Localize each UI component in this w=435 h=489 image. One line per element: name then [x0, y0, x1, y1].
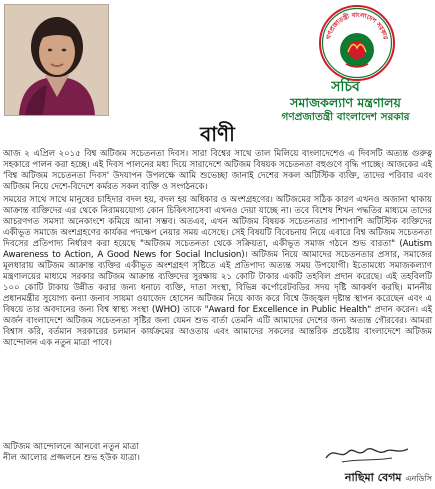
- closing-verse: [3, 442, 253, 464]
- signature-icon: [322, 440, 412, 466]
- message-body: [3, 149, 432, 349]
- seal-text: গণপ্রজাতন্ত্রী বাংলাদেশ সরকার: [325, 11, 389, 41]
- signer-suffix: এনডিসি: [405, 474, 432, 483]
- signer-name: নাছিমা বেগম: [344, 471, 402, 484]
- closing-line: অটিজম আন্দোলনে আনবো নতুন মাত্রা: [3, 442, 139, 452]
- message-heading: বাণী: [200, 122, 235, 146]
- signer-block: [250, 469, 432, 488]
- designation-block: [258, 80, 433, 125]
- secretary-portrait: [4, 4, 109, 116]
- ministry-name: সমাজকল্যাণ মন্ত্রণালয়: [290, 95, 401, 110]
- paragraph: আজ ২ এপ্রিল ২০১৫ বিশ্ব অটিজম সচেতনতা দিবস। সারা বিশ্বের সাথে তাল মিলিয়ে বাংলাদেশেও এ দিবসটি অত্যন্ত গুরুত্ব সহকারে পালন করা হচ্ছে। এই দিবস পালনের মধ্য দিয়ে সারাদেশে অটিজম বিষয়ক সচেতনতা বহুগুণে বৃদ্ধি পাচ্ছে। আজকের এই 'বিশ্ব অটিজম সচেতনতা দিবস' উদযাপন উপলক্ষে আমি শুভেচ্ছা জানাই দেশের সকল অটিস্টিক ব্যক্তি, তাদের পরিবার এবং অটিজম নিয়ে দেশে-বিদেশে কর্মরত সকল ব্যক্তি ও সংগঠনকে।: [3, 149, 432, 192]
- government-seal-icon: [318, 4, 396, 82]
- government-name: গণপ্রজাতন্ত্রী বাংলাদেশ সরকার: [281, 111, 410, 123]
- designation-title: সচিব: [331, 79, 360, 95]
- closing-line: নীল আলোর প্রজ্জলনে শুভ হউক যাত্রা।: [3, 453, 140, 463]
- paragraph: সময়ের সাথে সাথে মানুষের চাহিদার বদল হয়, বদল হয় অধিকার ও অংশগ্রহণের। অটিজমের সঠিক কারণ এখনও অজানা থাকায় আক্রান্ত ব্যক্তিদের এর থেকে নিরাময়যোগ্য কোন চিকিৎসাসেবা এখনও দেয়া যাচ্ছে না। তবে বিশেষ শিখন পদ্ধতির মাধ্যমে তাদের আচরণগত সমস্যা অনেকাংশে কমিয়ে আনা সম্ভব। অতএব, এখন অটিজম বিষয়ক সচেতনতার পাশাপাশি অটিস্টিক ব্যক্তিদের একীভূত সমাজে অংশগ্রহণের কার্যকর পদক্ষেপ নেয়ার সময় এসেছে। সেই বিষয়টি বিবেচনায় নিয়ে এবারে বিশ্ব অটিজম সচেতনতা দিবসের প্রতিপাদ্য নির্ধারণ করা হয়েছে "অটিজম সচেতনতা থেকে সক্রিয়তা, একীভূত সমাজ গঠনে শুভ বারতা" (Autism Awareness to Action, A Good News for Social Inclusion)। অটিজম নিয়ে আমাদের সচেতনতার প্রসার, সমাজের মূলধারায় অটিজম আক্রান্ত ব্যক্তির একীভূত অংশগ্রহণ সৃষ্টিতে এই প্রতিপাদ্য অত্যন্ত সময় উপযোগী। ইতোমধ্যে সমাজকল্যাণ মন্ত্রণালয়ের মাধ্যমে সরকার অটিজম আক্রান্ত ব্যক্তিদের সুরক্ষায় ২১ কোটি টাকার একটি তহবিল প্রদান করেছে। এই তহবিলটি ১০০ কোটি টাকায় উন্নীত করার জন্য ধনাঢ্য ব্যক্তি, দাতা সংস্থা, বিভিন্ন কর্পোরেটবডির সদয় দৃষ্টি আকর্ষণ করছি। মাননীয় প্রধানমন্ত্রীর সুযোগ্য কন্যা জনাব সায়মা ওয়াজেদ হোসেন অটিজম নিয়ে কাজ করে বিশ্বে উজ্জ্বল দৃষ্টান্ত স্থাপন করেছেন এবং এ বিষয়ে তার অবদানের জন্য বিশ্ব স্বাস্থ্য সংস্থা (WHO) তাকে "Award for Excellence in Public Health" প্রদান করেন। এই অর্জন বাংলাদেশে অটিজম সচেতনতা সৃষ্টির জন্য যেমন শুভ বার্তা তেমনি এটি আমাদের দেশের জন্য অত্যন্ত গৌরবের। আমরা বিশ্বাস করি, বর্তমান সরকারের চলমান কার্যক্রমের আওতায় এবং আমাদের সকলের আন্তরিক প্রচেষ্টায় বাংলাদেশে অটিজম আন্দোলন এক নতুন মাত্রা পাবে।: [3, 195, 432, 348]
